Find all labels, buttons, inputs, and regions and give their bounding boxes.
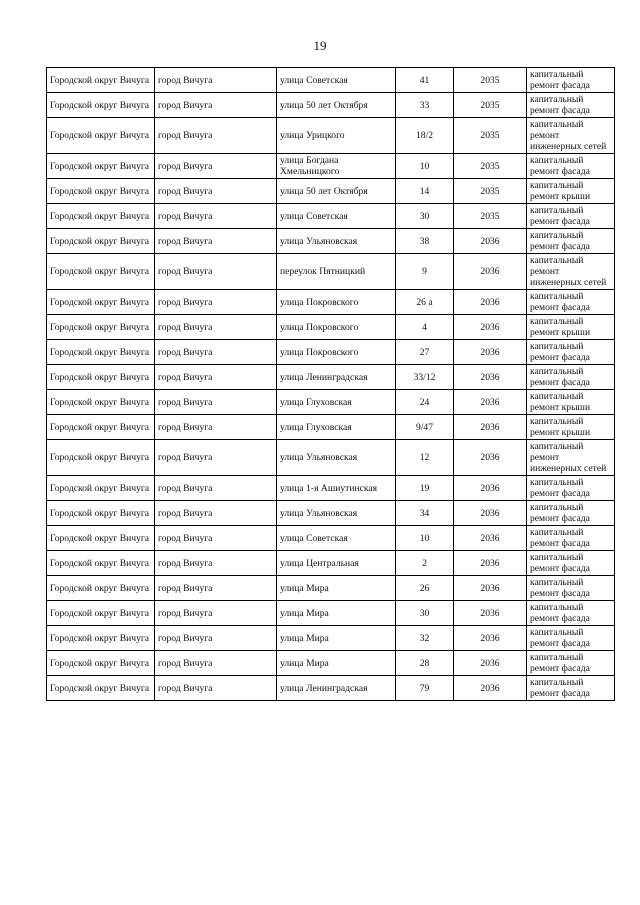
street-cell: улица Советская	[277, 68, 396, 93]
street-cell: улица Мира	[277, 651, 396, 676]
city-cell: город Вичуга	[155, 68, 277, 93]
house-number-cell: 19	[396, 476, 454, 501]
work-type-cell: капитальный ремонт фасада	[527, 476, 615, 501]
street-cell: улица Урицкого	[277, 118, 396, 154]
street-cell: улица Советская	[277, 204, 396, 229]
city-cell: город Вичуга	[155, 154, 277, 179]
house-number-cell: 41	[396, 68, 454, 93]
work-type-cell: капитальный ремонт фасада	[527, 365, 615, 390]
district-cell: Городской округ Вичуга	[47, 365, 155, 390]
street-cell: улица Мира	[277, 626, 396, 651]
house-number-cell: 9/47	[396, 415, 454, 440]
house-number-cell: 24	[396, 390, 454, 415]
house-number-cell: 27	[396, 340, 454, 365]
table-row	[47, 551, 615, 576]
street-cell: улица Мира	[277, 576, 396, 601]
work-type-cell: капитальный ремонт крыши	[527, 415, 615, 440]
district-cell: Городской округ Вичуга	[47, 290, 155, 315]
house-number-cell: 28	[396, 651, 454, 676]
city-cell: город Вичуга	[155, 576, 277, 601]
district-cell: Городской округ Вичуга	[47, 340, 155, 365]
work-type-cell: капитальный ремонт фасада	[527, 526, 615, 551]
table-row	[47, 526, 615, 551]
year-cell: 2035	[454, 179, 527, 204]
work-type-cell: капитальный ремонт фасада	[527, 290, 615, 315]
district-cell: Городской округ Вичуга	[47, 551, 155, 576]
street-cell: улица 50 лет Октября	[277, 93, 396, 118]
street-cell: улица Ленинградская	[277, 365, 396, 390]
city-cell: город Вичуга	[155, 651, 277, 676]
house-number-cell: 34	[396, 501, 454, 526]
district-cell: Городской округ Вичуга	[47, 476, 155, 501]
district-cell: Городской округ Вичуга	[47, 154, 155, 179]
year-cell: 2036	[454, 315, 527, 340]
house-number-cell: 33/12	[396, 365, 454, 390]
year-cell: 2036	[454, 651, 527, 676]
district-cell: Городской округ Вичуга	[47, 93, 155, 118]
work-type-cell: капитальный ремонт фасада	[527, 340, 615, 365]
table-row	[47, 365, 615, 390]
city-cell: город Вичуга	[155, 340, 277, 365]
house-number-cell: 12	[396, 440, 454, 476]
city-cell: город Вичуга	[155, 601, 277, 626]
city-cell: город Вичуга	[155, 526, 277, 551]
work-type-cell: капитальный ремонт крыши	[527, 390, 615, 415]
year-cell: 2035	[454, 93, 527, 118]
work-type-cell: капитальный ремонт фасада	[527, 93, 615, 118]
year-cell: 2035	[454, 154, 527, 179]
district-cell: Городской округ Вичуга	[47, 254, 155, 290]
work-type-cell: капитальный ремонт фасада	[527, 68, 615, 93]
city-cell: город Вичуга	[155, 229, 277, 254]
work-type-cell: капитальный ремонт фасада	[527, 204, 615, 229]
street-cell: улица Глуховская	[277, 390, 396, 415]
house-number-cell: 9	[396, 254, 454, 290]
city-cell: город Вичуга	[155, 315, 277, 340]
street-cell: улица Богдана Хмельницкого	[277, 154, 396, 179]
street-cell: улица Мира	[277, 601, 396, 626]
city-cell: город Вичуга	[155, 254, 277, 290]
year-cell: 2036	[454, 440, 527, 476]
year-cell: 2035	[454, 204, 527, 229]
street-cell: улица Покровского	[277, 340, 396, 365]
table-row	[47, 626, 615, 651]
street-cell: улица Советская	[277, 526, 396, 551]
house-number-cell: 26	[396, 576, 454, 601]
table-row	[47, 651, 615, 676]
street-cell: улица Покровского	[277, 315, 396, 340]
district-cell: Городской округ Вичуга	[47, 651, 155, 676]
table-row	[47, 390, 615, 415]
house-number-cell: 38	[396, 229, 454, 254]
district-cell: Городской округ Вичуга	[47, 501, 155, 526]
street-cell: переулок Пятницкий	[277, 254, 396, 290]
table-row	[47, 440, 615, 476]
street-cell: улица Центральная	[277, 551, 396, 576]
district-cell: Городской округ Вичуга	[47, 626, 155, 651]
house-number-cell: 30	[396, 204, 454, 229]
table-row	[47, 340, 615, 365]
table-row	[47, 476, 615, 501]
house-number-cell: 30	[396, 601, 454, 626]
year-cell: 2036	[454, 476, 527, 501]
year-cell: 2035	[454, 68, 527, 93]
street-cell: улица Ульяновская	[277, 501, 396, 526]
table-body	[47, 68, 615, 701]
table-row	[47, 68, 615, 93]
street-cell: улица 50 лет Октября	[277, 179, 396, 204]
table-row	[47, 415, 615, 440]
work-type-cell: капитальный ремонт фасада	[527, 676, 615, 701]
table-row	[47, 676, 615, 701]
district-cell: Городской округ Вичуга	[47, 68, 155, 93]
table-row	[47, 93, 615, 118]
year-cell: 2036	[454, 626, 527, 651]
work-type-cell: капитальный ремонт инженерных сетей	[527, 254, 615, 290]
district-cell: Городской округ Вичуга	[47, 415, 155, 440]
district-cell: Городской округ Вичуга	[47, 601, 155, 626]
work-type-cell: капитальный ремонт инженерных сетей	[527, 118, 615, 154]
work-type-cell: капитальный ремонт фасада	[527, 651, 615, 676]
table-row	[47, 179, 615, 204]
district-cell: Городской округ Вичуга	[47, 179, 155, 204]
house-number-cell: 18/2	[396, 118, 454, 154]
city-cell: город Вичуга	[155, 476, 277, 501]
year-cell: 2036	[454, 526, 527, 551]
table-row	[47, 254, 615, 290]
year-cell: 2036	[454, 254, 527, 290]
year-cell: 2036	[454, 601, 527, 626]
house-number-cell: 33	[396, 93, 454, 118]
work-type-cell: капитальный ремонт крыши	[527, 179, 615, 204]
house-number-cell: 10	[396, 154, 454, 179]
work-type-cell: капитальный ремонт фасада	[527, 154, 615, 179]
city-cell: город Вичуга	[155, 390, 277, 415]
work-type-cell: капитальный ремонт крыши	[527, 315, 615, 340]
table-row	[47, 118, 615, 154]
street-cell: улица Ленинградская	[277, 676, 396, 701]
city-cell: город Вичуга	[155, 551, 277, 576]
house-number-cell: 14	[396, 179, 454, 204]
street-cell: улица 1-я Ашиутинская	[277, 476, 396, 501]
street-cell: улица Покровского	[277, 290, 396, 315]
work-type-cell: капитальный ремонт фасада	[527, 551, 615, 576]
house-number-cell: 2	[396, 551, 454, 576]
district-cell: Городской округ Вичуга	[47, 440, 155, 476]
house-number-cell: 32	[396, 626, 454, 651]
work-type-cell: капитальный ремонт фасада	[527, 229, 615, 254]
city-cell: город Вичуга	[155, 415, 277, 440]
city-cell: город Вичуга	[155, 118, 277, 154]
repair-schedule-table	[46, 67, 615, 701]
work-type-cell: капитальный ремонт фасада	[527, 601, 615, 626]
city-cell: город Вичуга	[155, 626, 277, 651]
district-cell: Городской округ Вичуга	[47, 204, 155, 229]
work-type-cell: капитальный ремонт фасада	[527, 626, 615, 651]
district-cell: Городской округ Вичуга	[47, 118, 155, 154]
district-cell: Городской округ Вичуга	[47, 390, 155, 415]
year-cell: 2036	[454, 290, 527, 315]
district-cell: Городской округ Вичуга	[47, 676, 155, 701]
house-number-cell: 4	[396, 315, 454, 340]
district-cell: Городской округ Вичуга	[47, 229, 155, 254]
table-row	[47, 154, 615, 179]
table-row	[47, 229, 615, 254]
year-cell: 2036	[454, 501, 527, 526]
year-cell: 2036	[454, 676, 527, 701]
house-number-cell: 10	[396, 526, 454, 551]
district-cell: Городской округ Вичуга	[47, 526, 155, 551]
city-cell: город Вичуга	[155, 93, 277, 118]
page-number: 19	[313, 38, 327, 53]
city-cell: город Вичуга	[155, 501, 277, 526]
table-row	[47, 601, 615, 626]
district-cell: Городской округ Вичуга	[47, 315, 155, 340]
table-row	[47, 576, 615, 601]
city-cell: город Вичуга	[155, 204, 277, 229]
table-row	[47, 204, 615, 229]
year-cell: 2036	[454, 576, 527, 601]
street-cell: улица Ульяновская	[277, 229, 396, 254]
city-cell: город Вичуга	[155, 676, 277, 701]
district-cell: Городской округ Вичуга	[47, 576, 155, 601]
year-cell: 2035	[454, 118, 527, 154]
street-cell: улица Глуховская	[277, 415, 396, 440]
city-cell: город Вичуга	[155, 179, 277, 204]
house-number-cell: 26 а	[396, 290, 454, 315]
year-cell: 2036	[454, 229, 527, 254]
year-cell: 2036	[454, 365, 527, 390]
work-type-cell: капитальный ремонт фасада	[527, 576, 615, 601]
table-row	[47, 290, 615, 315]
work-type-cell: капитальный ремонт инженерных сетей	[527, 440, 615, 476]
city-cell: город Вичуга	[155, 440, 277, 476]
year-cell: 2036	[454, 415, 527, 440]
table-row	[47, 315, 615, 340]
work-type-cell: капитальный ремонт фасада	[527, 501, 615, 526]
year-cell: 2036	[454, 340, 527, 365]
city-cell: город Вичуга	[155, 290, 277, 315]
table-row	[47, 501, 615, 526]
year-cell: 2036	[454, 390, 527, 415]
year-cell: 2036	[454, 551, 527, 576]
house-number-cell: 79	[396, 676, 454, 701]
street-cell: улица Ульяновская	[277, 440, 396, 476]
city-cell: город Вичуга	[155, 365, 277, 390]
